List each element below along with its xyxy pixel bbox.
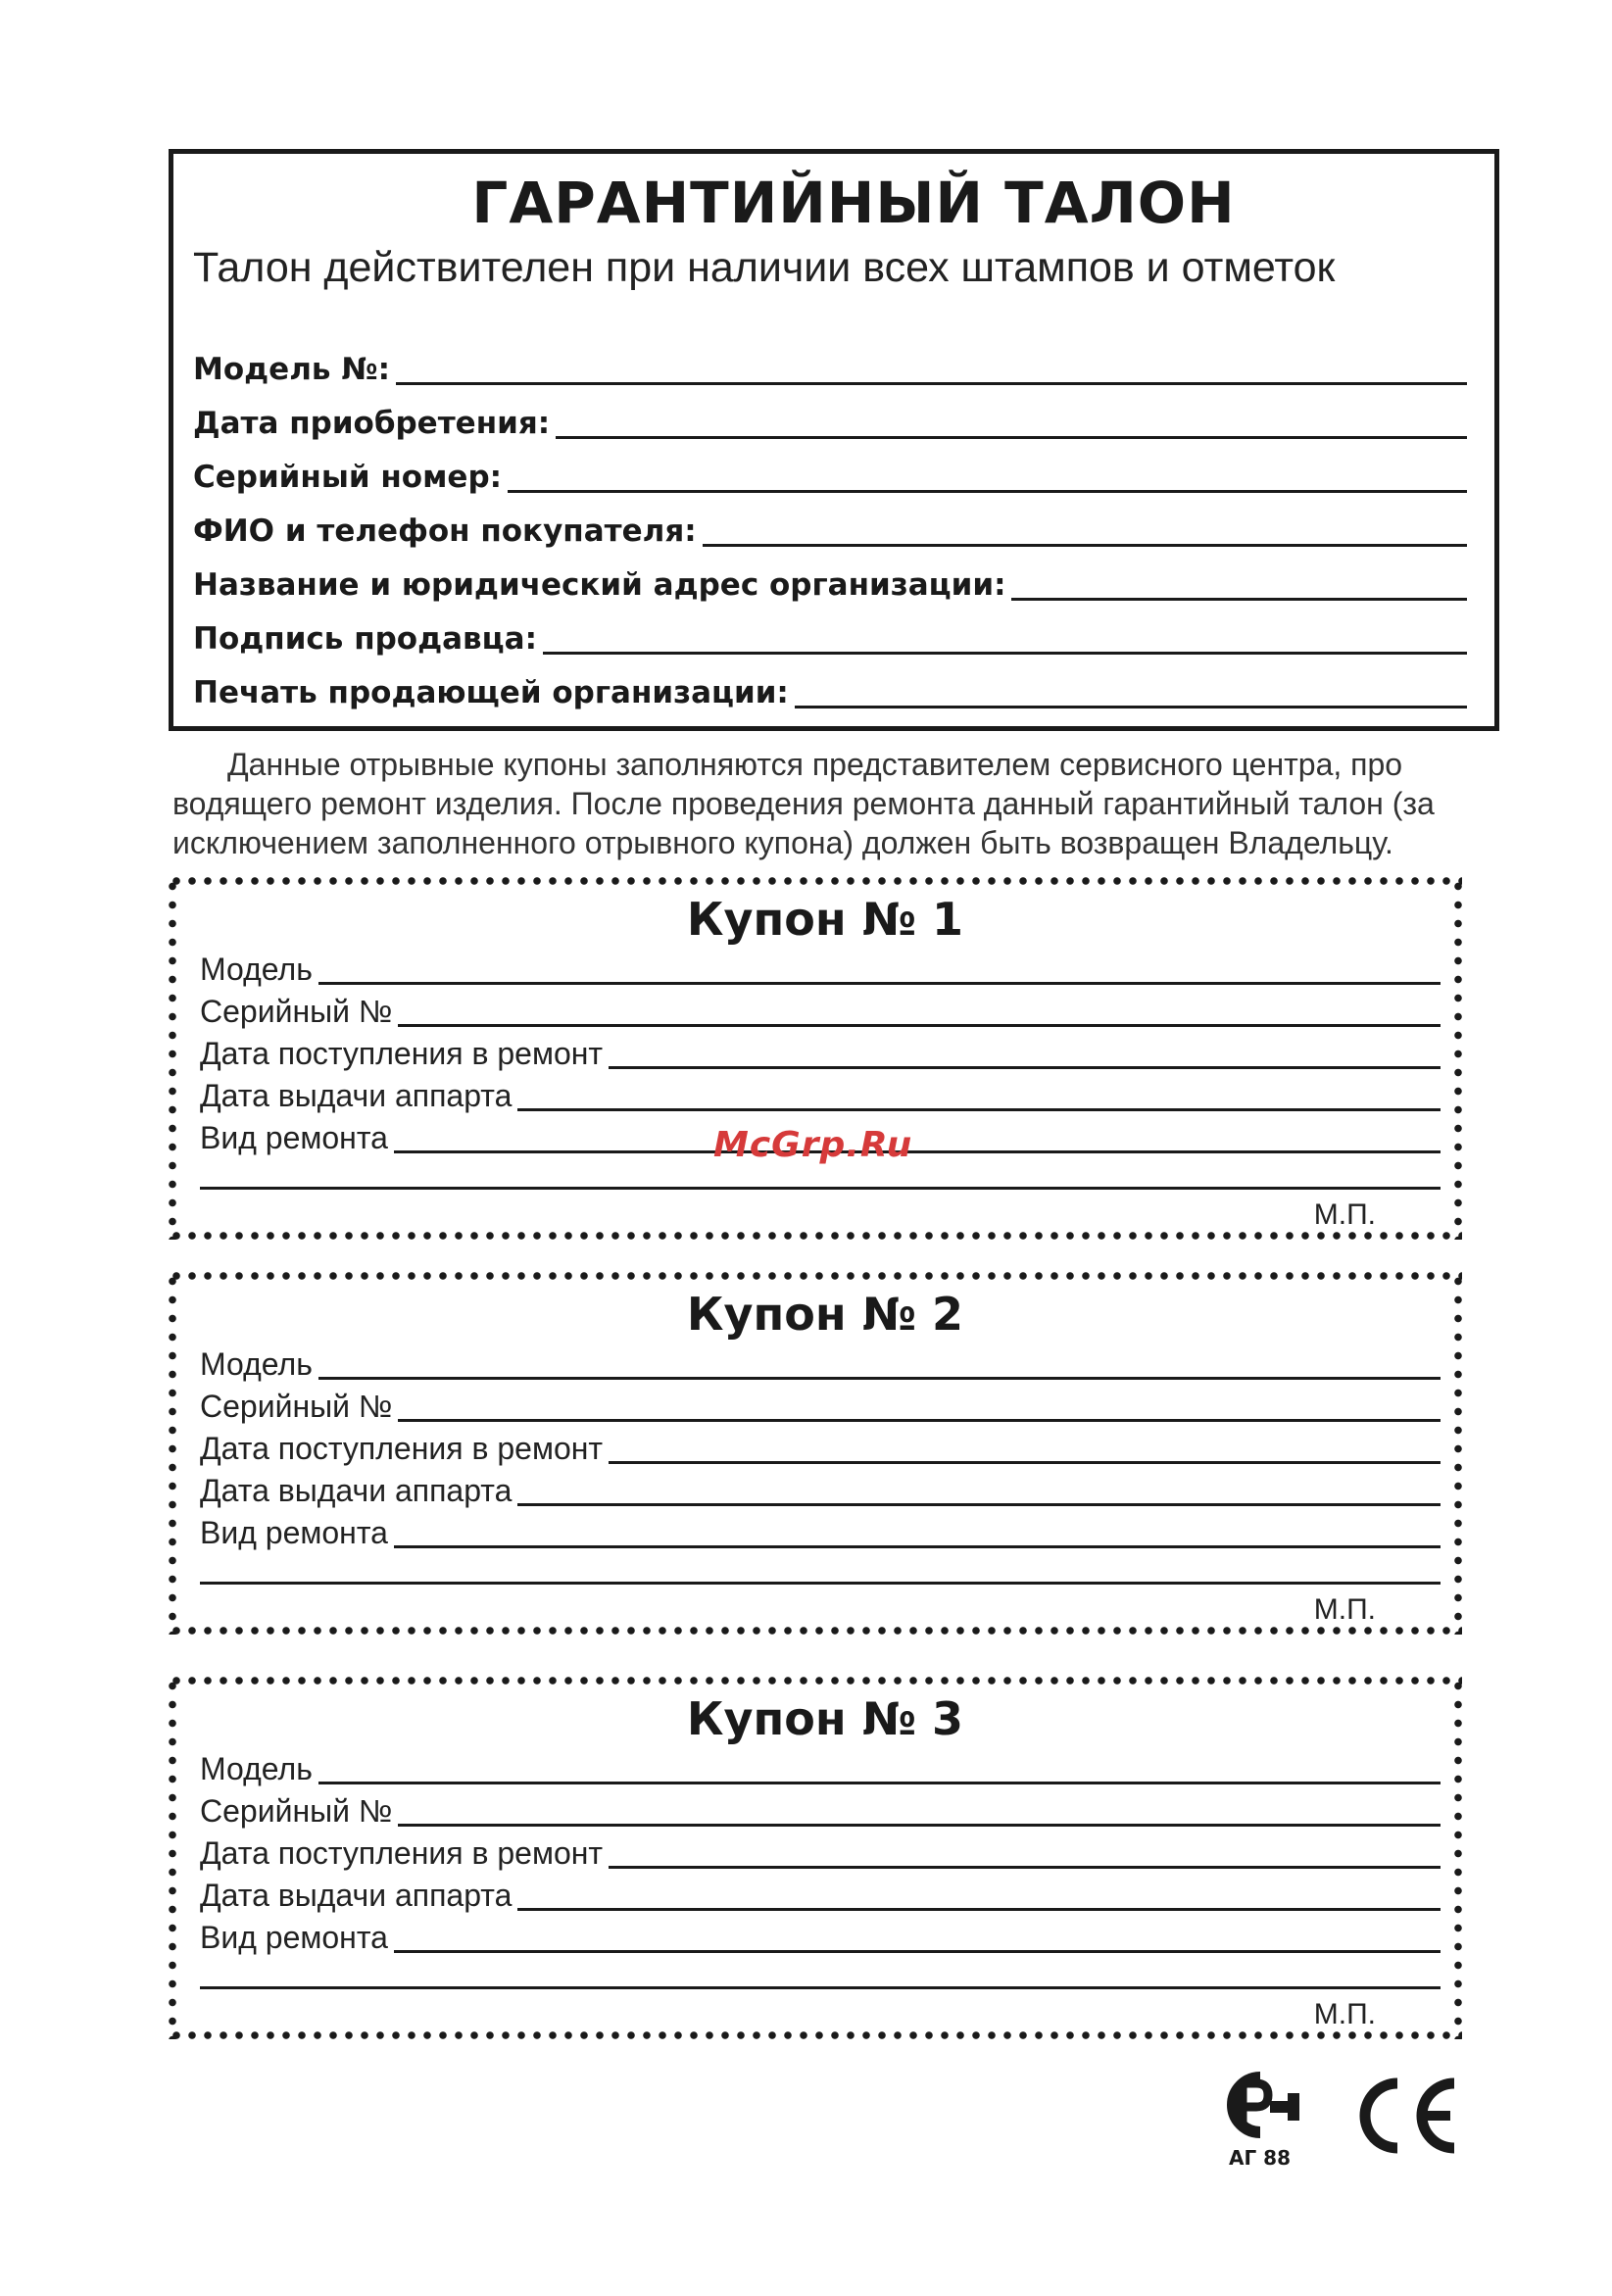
fill-line <box>398 1024 1441 1027</box>
field-label: Название и юридический адрес организации: <box>193 567 1006 603</box>
coupon-title: Купон № 1 <box>686 893 964 946</box>
coupon-field-serial[interactable] <box>200 1385 1441 1422</box>
coupon-field-repair-type[interactable] <box>200 1511 1441 1548</box>
fill-line <box>517 1108 1441 1111</box>
fill-line <box>508 490 1467 493</box>
field-label: Подпись продавца: <box>193 621 537 657</box>
field-label: Серийный № <box>200 994 393 1029</box>
field-model-number[interactable] <box>193 340 1467 385</box>
fill-line <box>609 1461 1441 1464</box>
fill-line <box>543 652 1467 655</box>
pct-code: АГ 88 <box>1229 2146 1292 2170</box>
field-organization-address[interactable] <box>193 556 1467 601</box>
field-label: Модель <box>200 952 313 987</box>
certification-marks <box>1213 2068 1468 2175</box>
watermark: McGrp.Ru <box>713 1125 913 1165</box>
perforation-top <box>169 1677 1462 1685</box>
coupon-field-issue-date[interactable] <box>200 1874 1441 1911</box>
coupon-extra-line[interactable] <box>200 1582 1441 1585</box>
fill-line <box>609 1066 1441 1069</box>
coupon-title: Купон № 2 <box>686 1288 964 1341</box>
coupon-1 <box>169 877 1462 1240</box>
coupon-field-repair-type[interactable] <box>200 1916 1441 1953</box>
field-label: Вид ремонта <box>200 1120 388 1155</box>
fill-line <box>517 1908 1441 1911</box>
coupon-field-received-date[interactable] <box>200 1032 1441 1069</box>
field-label: Дата выдачи аппарта <box>200 1078 513 1113</box>
field-label: Модель <box>200 1346 313 1382</box>
coupon-field-model[interactable] <box>200 1747 1441 1784</box>
fill-line <box>398 1419 1441 1422</box>
coupon-field-issue-date[interactable] <box>200 1074 1441 1111</box>
fill-line <box>517 1503 1441 1506</box>
perforation-bottom <box>169 2031 1462 2039</box>
perforation-top <box>169 1272 1462 1280</box>
warranty-card <box>169 149 1499 731</box>
fill-line <box>398 1824 1441 1827</box>
pct-mark-icon <box>1213 2068 1321 2146</box>
perforation-bottom <box>169 1232 1462 1240</box>
field-seller-stamp[interactable] <box>193 663 1467 708</box>
field-label: Дата поступления в ремонт <box>200 1431 604 1466</box>
coupon-title: Купон № 3 <box>686 1692 964 1745</box>
stamp-place-label: М.П. <box>1313 1198 1376 1231</box>
coupon-field-serial[interactable] <box>200 990 1441 1027</box>
fill-line <box>394 1950 1441 1953</box>
coupon-extra-line[interactable] <box>200 1187 1441 1190</box>
fill-line <box>318 1377 1441 1380</box>
ce-mark-icon <box>1348 2072 1466 2160</box>
field-label: Модель <box>200 1751 313 1786</box>
instructions-line-1: Данные отрывные купоны заполняются представителем сервисного центра, про <box>227 747 1403 782</box>
coupon-2 <box>169 1272 1462 1635</box>
field-label: Дата выдачи аппарта <box>200 1473 513 1508</box>
field-label: Вид ремонта <box>200 1515 388 1550</box>
field-purchase-date[interactable] <box>193 394 1467 439</box>
coupon-field-serial[interactable] <box>200 1789 1441 1827</box>
field-label: ФИО и телефон покупателя: <box>193 513 697 549</box>
fill-line <box>396 382 1467 385</box>
stamp-place-label: М.П. <box>1313 1998 1376 2030</box>
field-buyer-name-phone[interactable] <box>193 502 1467 547</box>
coupon-field-received-date[interactable] <box>200 1832 1441 1869</box>
field-label: Дата поступления в ремонт <box>200 1835 604 1871</box>
fill-line <box>556 436 1467 439</box>
fill-line <box>795 706 1467 708</box>
warranty-title: ГАРАНТИЙНЫЙ ТАЛОН <box>471 170 1236 236</box>
field-serial-number[interactable] <box>193 448 1467 493</box>
perforation-bottom <box>169 1627 1462 1635</box>
warranty-subtitle: Талон действителен при наличии всех штампов и отметок <box>193 244 1336 291</box>
field-label: Дата поступления в ремонт <box>200 1036 604 1071</box>
fill-line <box>394 1150 1441 1153</box>
coupon-field-issue-date[interactable] <box>200 1469 1441 1506</box>
coupon-extra-line[interactable] <box>200 1986 1441 1989</box>
perforation-top <box>169 877 1462 885</box>
field-label: Дата приобретения: <box>193 406 551 441</box>
field-label: Серийный № <box>200 1793 393 1829</box>
coupon-field-model[interactable] <box>200 948 1441 985</box>
field-label: Модель №: <box>193 352 391 387</box>
coupon-field-model[interactable] <box>200 1343 1441 1380</box>
coupon-3 <box>169 1677 1462 2039</box>
fill-line <box>318 982 1441 985</box>
fill-line <box>609 1866 1441 1869</box>
fill-line <box>1011 598 1467 601</box>
field-label: Печать продающей организации: <box>193 675 789 710</box>
field-label: Серийный номер: <box>193 460 503 495</box>
field-seller-signature[interactable] <box>193 610 1467 655</box>
instructions-line-3: исключением заполненного отрывного купона) должен быть возвращен Владельцу. <box>172 825 1393 860</box>
fill-line <box>394 1545 1441 1548</box>
instructions-line-2: водящего ремонт изделия. После проведения ремонта данный гарантийный талон (за <box>172 786 1435 821</box>
coupon-instructions <box>172 745 1495 862</box>
field-label: Дата выдачи аппарта <box>200 1878 513 1913</box>
field-label: Вид ремонта <box>200 1920 388 1955</box>
coupon-field-received-date[interactable] <box>200 1427 1441 1464</box>
stamp-place-label: М.П. <box>1313 1593 1376 1626</box>
fill-line <box>318 1782 1441 1784</box>
fill-line <box>703 544 1467 547</box>
field-label: Серийный № <box>200 1389 393 1424</box>
